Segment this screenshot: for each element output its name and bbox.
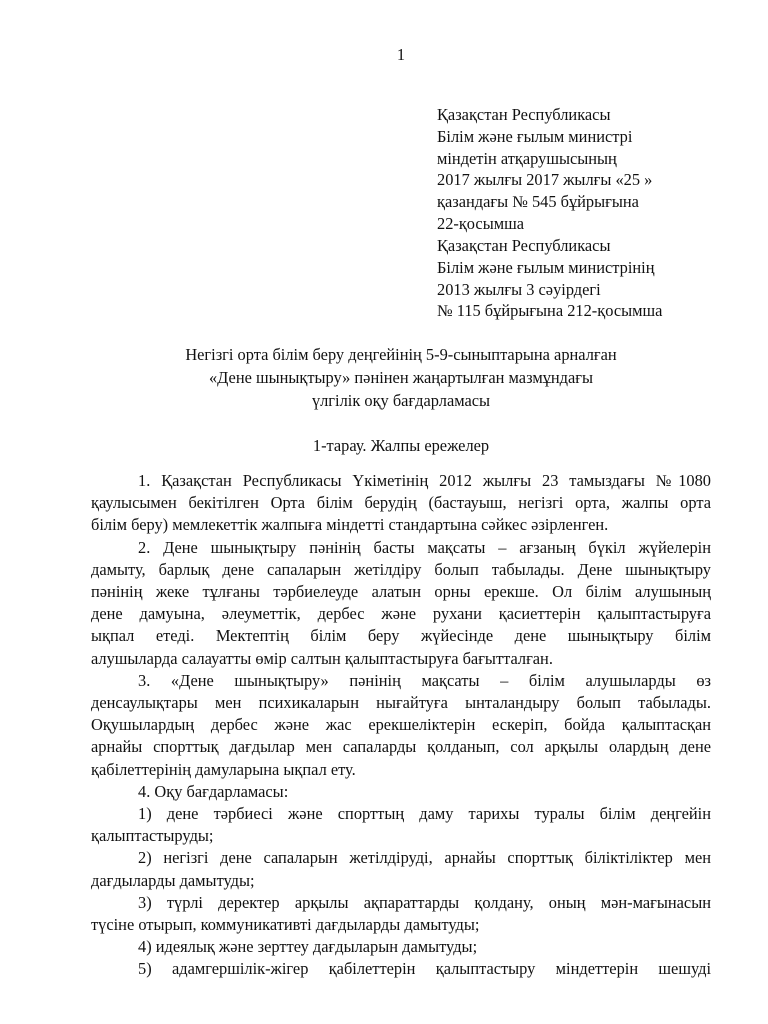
title-line: Негізгі орта білім беру деңгейінің 5-9-сыныптарына арналған [185,345,617,364]
annex-line: 2013 жылғы 3 сәуірдегі [437,279,601,299]
body-line: 1. Қазақстан Республикасы Үкіметінің 2012 жылғы 23 тамыздағы №1080 [138,471,711,490]
body-line: 2. Дене шынықтыру пәнінің басты мақсаты – ағзаның бүкіл жүйелерін [138,537,711,557]
body-line: 2) негізгі дене сапаларын жетілдіруді, арнайы спорттық біліктіліктер мен [138,848,711,868]
body-line: дене дамуына, әлеуметтік, дербес және рухани қасиеттерін қалыптастыруға [91,604,711,624]
body-line: білім беру) мемлекеттік жалпыға міндетті стандартына сәйкес әзірленген. [91,515,609,535]
body-text [91,470,711,981]
annex-line: міндетін атқарушысының [437,148,617,168]
document-title [0,343,768,412]
annex-line: № 115 бұйрығына 212-қосымша [437,301,663,321]
body-line: дамыту, барлық дене сапаларын жетілдіру болып табылады. Дене шынықтыру [91,559,711,579]
annex-line: Қазақстан Республикасы [437,105,611,124]
body-line: арнайы спорттық дағдылар мен сапаларды қолданып, сол арқылы олардың дене [91,737,711,757]
annex-line: Білім және ғылым министрі [437,126,633,146]
chapter-heading: 1-тарау. Жалпы ережелер [312,436,490,455]
body-line: ықпал етеді. Мектептің білім беру жүйесінде дене шынықтыру білім [91,626,711,646]
title-line: үлгілік оқу бағдарламасы [311,391,491,410]
annex-line: 2017 жылғы 2017 жылғы «25 » [437,170,653,190]
body-line: қабілеттерінің дамуларына ықпал ету. [91,759,356,779]
body-line: түсіне отырып, коммуникативті дағдыларды дамытуды; [91,915,480,935]
annex-line: қазандағы № 545 бұйрығына [437,192,639,212]
annex-line: 22-қосымша [437,213,524,233]
body-line: қалыптастыруды; [91,826,214,846]
body-line: денсаулықтары мен психикаларын нығайтуға ынталандыру болып табылады. [91,693,711,713]
body-line: Оқушылардың дербес және жас ерекшеліктерін ескеріп, бойда қалыптасқан [91,715,711,735]
body-line: алушыларда салауатты өмір салтын қалыптастыруға бағытталған. [91,648,553,668]
annex-line: Қазақстан Республикасы [437,236,611,255]
page-number: 1 [396,45,406,64]
body-line: 3. «Дене шынықтыру» пәнінің мақсаты – білім алушыларды өз [138,670,711,690]
title-line: «Дене шынықтыру» пәнінен жаңартылған мазмұндағы [208,368,594,387]
annex-line: Білім және ғылым министрінің [437,257,655,277]
annex-block-current [437,104,757,235]
body-line: пәнінің жеке тұлғаны тәрбиелеуде алатын орны ерекше. Ол білім алушының [91,582,711,602]
body-line: қаулысымен бекітілген Орта білім берудің (бастауыш, негізгі орта, жалпы орта [91,493,711,513]
body-line: 1) дене тәрбиесі және спорттың даму тарихы туралы білім деңгейін [138,804,711,824]
body-line: 3) түрлі деректер арқылы ақпараттарды қолдану, оның мән-мағынасын [138,892,711,912]
annex-block-original [437,235,757,322]
body-line: 5) адамгершілік-жігер қабілеттерін қалыптастыру міндеттерін шешуді [138,959,711,979]
body-line: дағдыларды дамытуды; [91,870,255,890]
body-line: 4) идеялық және зерттеу дағдыларын дамытуды; [138,937,478,957]
body-line: 4. Оқу бағдарламасы: [138,781,289,801]
